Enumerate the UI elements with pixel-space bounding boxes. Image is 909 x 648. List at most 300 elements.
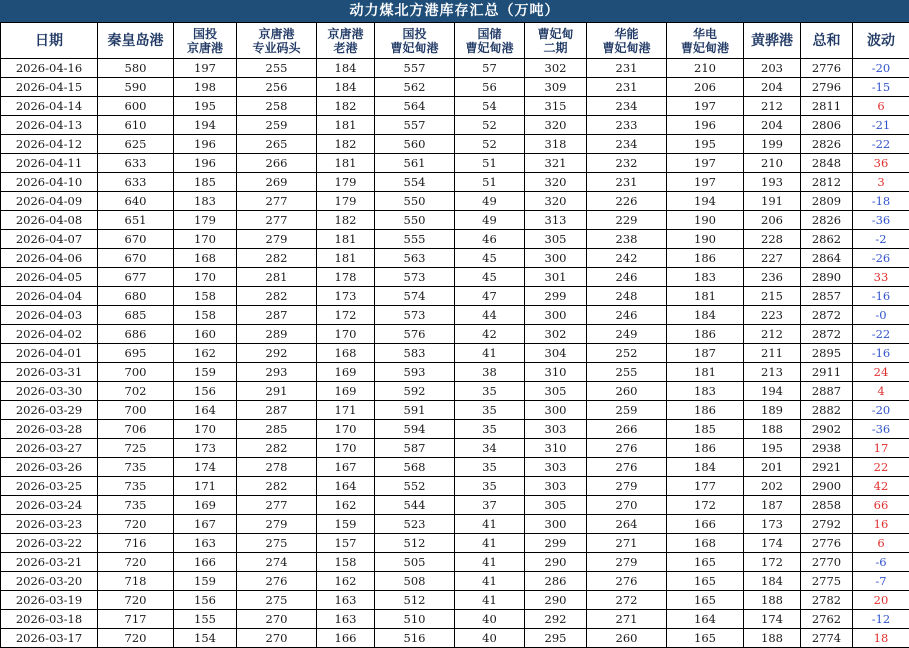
value-cell: 156 — [174, 591, 237, 610]
table-row — [1, 287, 909, 306]
inventory-table — [0, 22, 909, 648]
value-cell: 301 — [525, 268, 587, 287]
value-cell: 172 — [317, 306, 375, 325]
value-cell: 720 — [98, 629, 174, 648]
value-cell: 188 — [744, 591, 801, 610]
value-cell: 210 — [744, 154, 801, 173]
value-cell: 287 — [237, 401, 317, 420]
date-cell: 2026-04-16 — [1, 59, 98, 78]
column-header-line: 华电 — [667, 27, 743, 41]
table-row — [1, 192, 909, 211]
value-cell: 303 — [525, 458, 587, 477]
date-cell: 2026-04-13 — [1, 116, 98, 135]
column-header — [667, 23, 744, 59]
value-cell: 300 — [525, 401, 587, 420]
value-cell: 633 — [98, 173, 174, 192]
column-header-line: 曹妃甸港 — [667, 41, 743, 55]
change-cell: -7 — [853, 572, 909, 591]
value-cell: 544 — [375, 496, 455, 515]
value-cell: 2858 — [801, 496, 853, 515]
date-cell: 2026-03-19 — [1, 591, 98, 610]
value-cell: 2826 — [801, 211, 853, 230]
value-cell: 2902 — [801, 420, 853, 439]
value-cell: 181 — [317, 154, 375, 173]
value-cell: 2806 — [801, 116, 853, 135]
value-cell: 54 — [455, 97, 525, 116]
table-row — [1, 78, 909, 97]
table-row — [1, 629, 909, 648]
value-cell: 170 — [174, 420, 237, 439]
value-cell: 160 — [174, 325, 237, 344]
column-header-line: 波动 — [853, 34, 909, 48]
value-cell: 170 — [174, 268, 237, 287]
value-cell: 228 — [744, 230, 801, 249]
value-cell: 686 — [98, 325, 174, 344]
value-cell: 576 — [375, 325, 455, 344]
value-cell: 2900 — [801, 477, 853, 496]
value-cell: 35 — [455, 477, 525, 496]
value-cell: 2862 — [801, 230, 853, 249]
value-cell: 194 — [174, 116, 237, 135]
value-cell: 232 — [587, 154, 667, 173]
value-cell: 182 — [317, 211, 375, 230]
value-cell: 508 — [375, 572, 455, 591]
value-cell: 173 — [317, 287, 375, 306]
value-cell: 40 — [455, 629, 525, 648]
date-cell: 2026-03-28 — [1, 420, 98, 439]
value-cell: 158 — [317, 553, 375, 572]
table-row — [1, 534, 909, 553]
value-cell: 2809 — [801, 192, 853, 211]
value-cell: 196 — [174, 154, 237, 173]
value-cell: 320 — [525, 116, 587, 135]
value-cell: 155 — [174, 610, 237, 629]
value-cell: 2811 — [801, 97, 853, 116]
value-cell: 164 — [174, 401, 237, 420]
table-body — [1, 59, 909, 648]
value-cell: 313 — [525, 211, 587, 230]
value-cell: 286 — [525, 572, 587, 591]
value-cell: 2775 — [801, 572, 853, 591]
table-row — [1, 306, 909, 325]
value-cell: 164 — [317, 477, 375, 496]
change-cell: -36 — [853, 420, 909, 439]
value-cell: 587 — [375, 439, 455, 458]
value-cell: 51 — [455, 173, 525, 192]
change-cell: -2 — [853, 230, 909, 249]
value-cell: 2872 — [801, 306, 853, 325]
value-cell: 735 — [98, 477, 174, 496]
value-cell: 702 — [98, 382, 174, 401]
value-cell: 182 — [317, 135, 375, 154]
value-cell: 320 — [525, 192, 587, 211]
value-cell: 318 — [525, 135, 587, 154]
value-cell: 182 — [317, 97, 375, 116]
value-cell: 561 — [375, 154, 455, 173]
value-cell: 169 — [317, 363, 375, 382]
value-cell: 49 — [455, 211, 525, 230]
value-cell: 196 — [174, 135, 237, 154]
column-header — [853, 23, 909, 59]
value-cell: 302 — [525, 59, 587, 78]
value-cell: 185 — [174, 173, 237, 192]
value-cell: 278 — [237, 458, 317, 477]
column-header — [317, 23, 375, 59]
value-cell: 249 — [587, 325, 667, 344]
change-cell: -12 — [853, 610, 909, 629]
date-cell: 2026-03-25 — [1, 477, 98, 496]
value-cell: 170 — [317, 325, 375, 344]
value-cell: 2921 — [801, 458, 853, 477]
date-cell: 2026-04-10 — [1, 173, 98, 192]
value-cell: 171 — [317, 401, 375, 420]
value-cell: 720 — [98, 515, 174, 534]
value-cell: 266 — [587, 420, 667, 439]
value-cell: 275 — [237, 534, 317, 553]
value-cell: 189 — [744, 401, 801, 420]
table-row — [1, 458, 909, 477]
value-cell: 212 — [744, 97, 801, 116]
value-cell: 279 — [237, 230, 317, 249]
change-cell: -6 — [853, 553, 909, 572]
value-cell: 315 — [525, 97, 587, 116]
value-cell: 236 — [744, 268, 801, 287]
table-row — [1, 325, 909, 344]
column-header-line: 二期 — [525, 41, 586, 55]
date-cell: 2026-04-07 — [1, 230, 98, 249]
table-row — [1, 496, 909, 515]
value-cell: 184 — [317, 78, 375, 97]
table-row — [1, 230, 909, 249]
column-header — [587, 23, 667, 59]
value-cell: 213 — [744, 363, 801, 382]
value-cell: 583 — [375, 344, 455, 363]
value-cell: 259 — [587, 401, 667, 420]
value-cell: 190 — [667, 211, 744, 230]
column-header-line: 国投 — [174, 27, 236, 41]
value-cell: 170 — [174, 230, 237, 249]
table-row — [1, 439, 909, 458]
value-cell: 226 — [587, 192, 667, 211]
column-header-line: 曹妃甸港 — [587, 41, 666, 55]
column-header — [375, 23, 455, 59]
value-cell: 563 — [375, 249, 455, 268]
value-cell: 292 — [525, 610, 587, 629]
value-cell: 302 — [525, 325, 587, 344]
value-cell: 194 — [744, 382, 801, 401]
value-cell: 276 — [587, 458, 667, 477]
value-cell: 300 — [525, 515, 587, 534]
value-cell: 45 — [455, 249, 525, 268]
value-cell: 187 — [667, 344, 744, 363]
column-header — [455, 23, 525, 59]
value-cell: 716 — [98, 534, 174, 553]
column-header-line: 曹妃甸 — [525, 27, 586, 41]
value-cell: 706 — [98, 420, 174, 439]
value-cell: 165 — [667, 629, 744, 648]
value-cell: 282 — [237, 477, 317, 496]
change-cell: -0 — [853, 306, 909, 325]
value-cell: 166 — [317, 629, 375, 648]
value-cell: 197 — [667, 154, 744, 173]
value-cell: 169 — [174, 496, 237, 515]
value-cell: 2882 — [801, 401, 853, 420]
column-header — [174, 23, 237, 59]
value-cell: 735 — [98, 458, 174, 477]
change-cell: -20 — [853, 401, 909, 420]
value-cell: 204 — [744, 78, 801, 97]
value-cell: 2864 — [801, 249, 853, 268]
value-cell: 279 — [237, 515, 317, 534]
table-row — [1, 268, 909, 287]
value-cell: 174 — [174, 458, 237, 477]
value-cell: 2895 — [801, 344, 853, 363]
value-cell: 210 — [667, 59, 744, 78]
date-cell: 2026-04-04 — [1, 287, 98, 306]
date-cell: 2026-04-11 — [1, 154, 98, 173]
value-cell: 227 — [744, 249, 801, 268]
date-cell: 2026-03-23 — [1, 515, 98, 534]
value-cell: 173 — [744, 515, 801, 534]
value-cell: 512 — [375, 534, 455, 553]
value-cell: 290 — [525, 591, 587, 610]
value-cell: 700 — [98, 401, 174, 420]
value-cell: 45 — [455, 268, 525, 287]
change-cell: 22 — [853, 458, 909, 477]
value-cell: 184 — [317, 59, 375, 78]
value-cell: 184 — [744, 572, 801, 591]
value-cell: 260 — [587, 382, 667, 401]
value-cell: 276 — [237, 572, 317, 591]
value-cell: 590 — [98, 78, 174, 97]
value-cell: 167 — [174, 515, 237, 534]
value-cell: 2887 — [801, 382, 853, 401]
value-cell: 178 — [317, 268, 375, 287]
value-cell: 35 — [455, 458, 525, 477]
value-cell: 269 — [237, 173, 317, 192]
value-cell: 162 — [174, 344, 237, 363]
value-cell: 560 — [375, 135, 455, 154]
table-row — [1, 344, 909, 363]
value-cell: 2770 — [801, 553, 853, 572]
value-cell: 186 — [667, 325, 744, 344]
value-cell: 201 — [744, 458, 801, 477]
value-cell: 162 — [317, 496, 375, 515]
value-cell: 165 — [667, 572, 744, 591]
value-cell: 206 — [667, 78, 744, 97]
date-cell: 2026-03-31 — [1, 363, 98, 382]
change-cell: 66 — [853, 496, 909, 515]
value-cell: 512 — [375, 591, 455, 610]
value-cell: 154 — [174, 629, 237, 648]
change-cell: 42 — [853, 477, 909, 496]
value-cell: 229 — [587, 211, 667, 230]
value-cell: 34 — [455, 439, 525, 458]
value-cell: 198 — [174, 78, 237, 97]
value-cell: 168 — [174, 249, 237, 268]
table-row — [1, 97, 909, 116]
value-cell: 173 — [174, 439, 237, 458]
value-cell: 49 — [455, 192, 525, 211]
value-cell: 186 — [667, 249, 744, 268]
value-cell: 573 — [375, 306, 455, 325]
change-cell: -26 — [853, 249, 909, 268]
value-cell: 188 — [744, 629, 801, 648]
value-cell: 718 — [98, 572, 174, 591]
value-cell: 2812 — [801, 173, 853, 192]
value-cell: 37 — [455, 496, 525, 515]
value-cell: 2796 — [801, 78, 853, 97]
value-cell: 157 — [317, 534, 375, 553]
value-cell: 2826 — [801, 135, 853, 154]
value-cell: 242 — [587, 249, 667, 268]
date-cell: 2026-03-17 — [1, 629, 98, 648]
value-cell: 292 — [237, 344, 317, 363]
column-header-line: 黄骅港 — [744, 34, 800, 48]
change-cell: 17 — [853, 439, 909, 458]
value-cell: 179 — [174, 211, 237, 230]
value-cell: 212 — [744, 325, 801, 344]
column-header-line: 专业码头 — [237, 41, 316, 55]
value-cell: 271 — [587, 534, 667, 553]
change-cell: -36 — [853, 211, 909, 230]
date-cell: 2026-04-09 — [1, 192, 98, 211]
table-header-row — [1, 23, 909, 59]
value-cell: 158 — [174, 306, 237, 325]
value-cell: 197 — [667, 173, 744, 192]
value-cell: 47 — [455, 287, 525, 306]
value-cell: 300 — [525, 249, 587, 268]
value-cell: 685 — [98, 306, 174, 325]
value-cell: 255 — [237, 59, 317, 78]
column-header-line: 曹妃甸港 — [455, 41, 524, 55]
change-cell: -16 — [853, 287, 909, 306]
change-cell: -15 — [853, 78, 909, 97]
value-cell: 287 — [237, 306, 317, 325]
value-cell: 35 — [455, 382, 525, 401]
value-cell: 300 — [525, 306, 587, 325]
value-cell: 206 — [744, 211, 801, 230]
value-cell: 295 — [525, 629, 587, 648]
value-cell: 41 — [455, 515, 525, 534]
value-cell: 197 — [174, 59, 237, 78]
value-cell: 290 — [525, 553, 587, 572]
value-cell: 170 — [317, 420, 375, 439]
column-header-line: 国储 — [455, 27, 524, 41]
value-cell: 56 — [455, 78, 525, 97]
value-cell: 186 — [667, 401, 744, 420]
value-cell: 2857 — [801, 287, 853, 306]
value-cell: 179 — [317, 192, 375, 211]
value-cell: 554 — [375, 173, 455, 192]
value-cell: 266 — [237, 154, 317, 173]
value-cell: 557 — [375, 116, 455, 135]
value-cell: 516 — [375, 629, 455, 648]
table-row — [1, 249, 909, 268]
value-cell: 252 — [587, 344, 667, 363]
value-cell: 291 — [237, 382, 317, 401]
table-row — [1, 382, 909, 401]
value-cell: 580 — [98, 59, 174, 78]
change-cell: 20 — [853, 591, 909, 610]
table-row — [1, 154, 909, 173]
value-cell: 282 — [237, 287, 317, 306]
value-cell: 52 — [455, 116, 525, 135]
column-header-line: 曹妃甸港 — [375, 41, 454, 55]
value-cell: 57 — [455, 59, 525, 78]
value-cell: 651 — [98, 211, 174, 230]
value-cell: 231 — [587, 59, 667, 78]
value-cell: 166 — [174, 553, 237, 572]
column-header — [744, 23, 801, 59]
value-cell: 272 — [587, 591, 667, 610]
value-cell: 289 — [237, 325, 317, 344]
value-cell: 168 — [317, 344, 375, 363]
value-cell: 591 — [375, 401, 455, 420]
value-cell: 2890 — [801, 268, 853, 287]
value-cell: 2776 — [801, 59, 853, 78]
sheet-title: 动力煤北方港库存汇总（万吨） — [0, 0, 909, 22]
table-row — [1, 401, 909, 420]
value-cell: 264 — [587, 515, 667, 534]
value-cell: 274 — [237, 553, 317, 572]
value-cell: 265 — [237, 135, 317, 154]
value-cell: 223 — [744, 306, 801, 325]
value-cell: 260 — [587, 629, 667, 648]
date-cell: 2026-03-26 — [1, 458, 98, 477]
value-cell: 720 — [98, 553, 174, 572]
date-cell: 2026-03-18 — [1, 610, 98, 629]
value-cell: 293 — [237, 363, 317, 382]
date-cell: 2026-04-06 — [1, 249, 98, 268]
value-cell: 275 — [237, 591, 317, 610]
value-cell: 594 — [375, 420, 455, 439]
value-cell: 303 — [525, 477, 587, 496]
change-cell: 24 — [853, 363, 909, 382]
value-cell: 248 — [587, 287, 667, 306]
value-cell: 279 — [587, 553, 667, 572]
column-header-line: 总和 — [801, 34, 852, 48]
value-cell: 40 — [455, 610, 525, 629]
value-cell: 196 — [667, 116, 744, 135]
value-cell: 259 — [237, 116, 317, 135]
value-cell: 281 — [237, 268, 317, 287]
column-header-line: 京唐港 — [237, 27, 316, 41]
table-row — [1, 173, 909, 192]
value-cell: 270 — [237, 610, 317, 629]
change-cell: 3 — [853, 173, 909, 192]
value-cell: 310 — [525, 439, 587, 458]
value-cell: 231 — [587, 173, 667, 192]
table-row — [1, 572, 909, 591]
date-cell: 2026-03-21 — [1, 553, 98, 572]
value-cell: 164 — [667, 610, 744, 629]
value-cell: 46 — [455, 230, 525, 249]
value-cell: 181 — [317, 116, 375, 135]
value-cell: 172 — [744, 553, 801, 572]
date-cell: 2026-03-20 — [1, 572, 98, 591]
value-cell: 185 — [667, 420, 744, 439]
value-cell: 2774 — [801, 629, 853, 648]
value-cell: 41 — [455, 572, 525, 591]
table-row — [1, 363, 909, 382]
value-cell: 197 — [667, 97, 744, 116]
value-cell: 2911 — [801, 363, 853, 382]
value-cell: 42 — [455, 325, 525, 344]
value-cell: 159 — [317, 515, 375, 534]
value-cell: 159 — [174, 363, 237, 382]
value-cell: 717 — [98, 610, 174, 629]
